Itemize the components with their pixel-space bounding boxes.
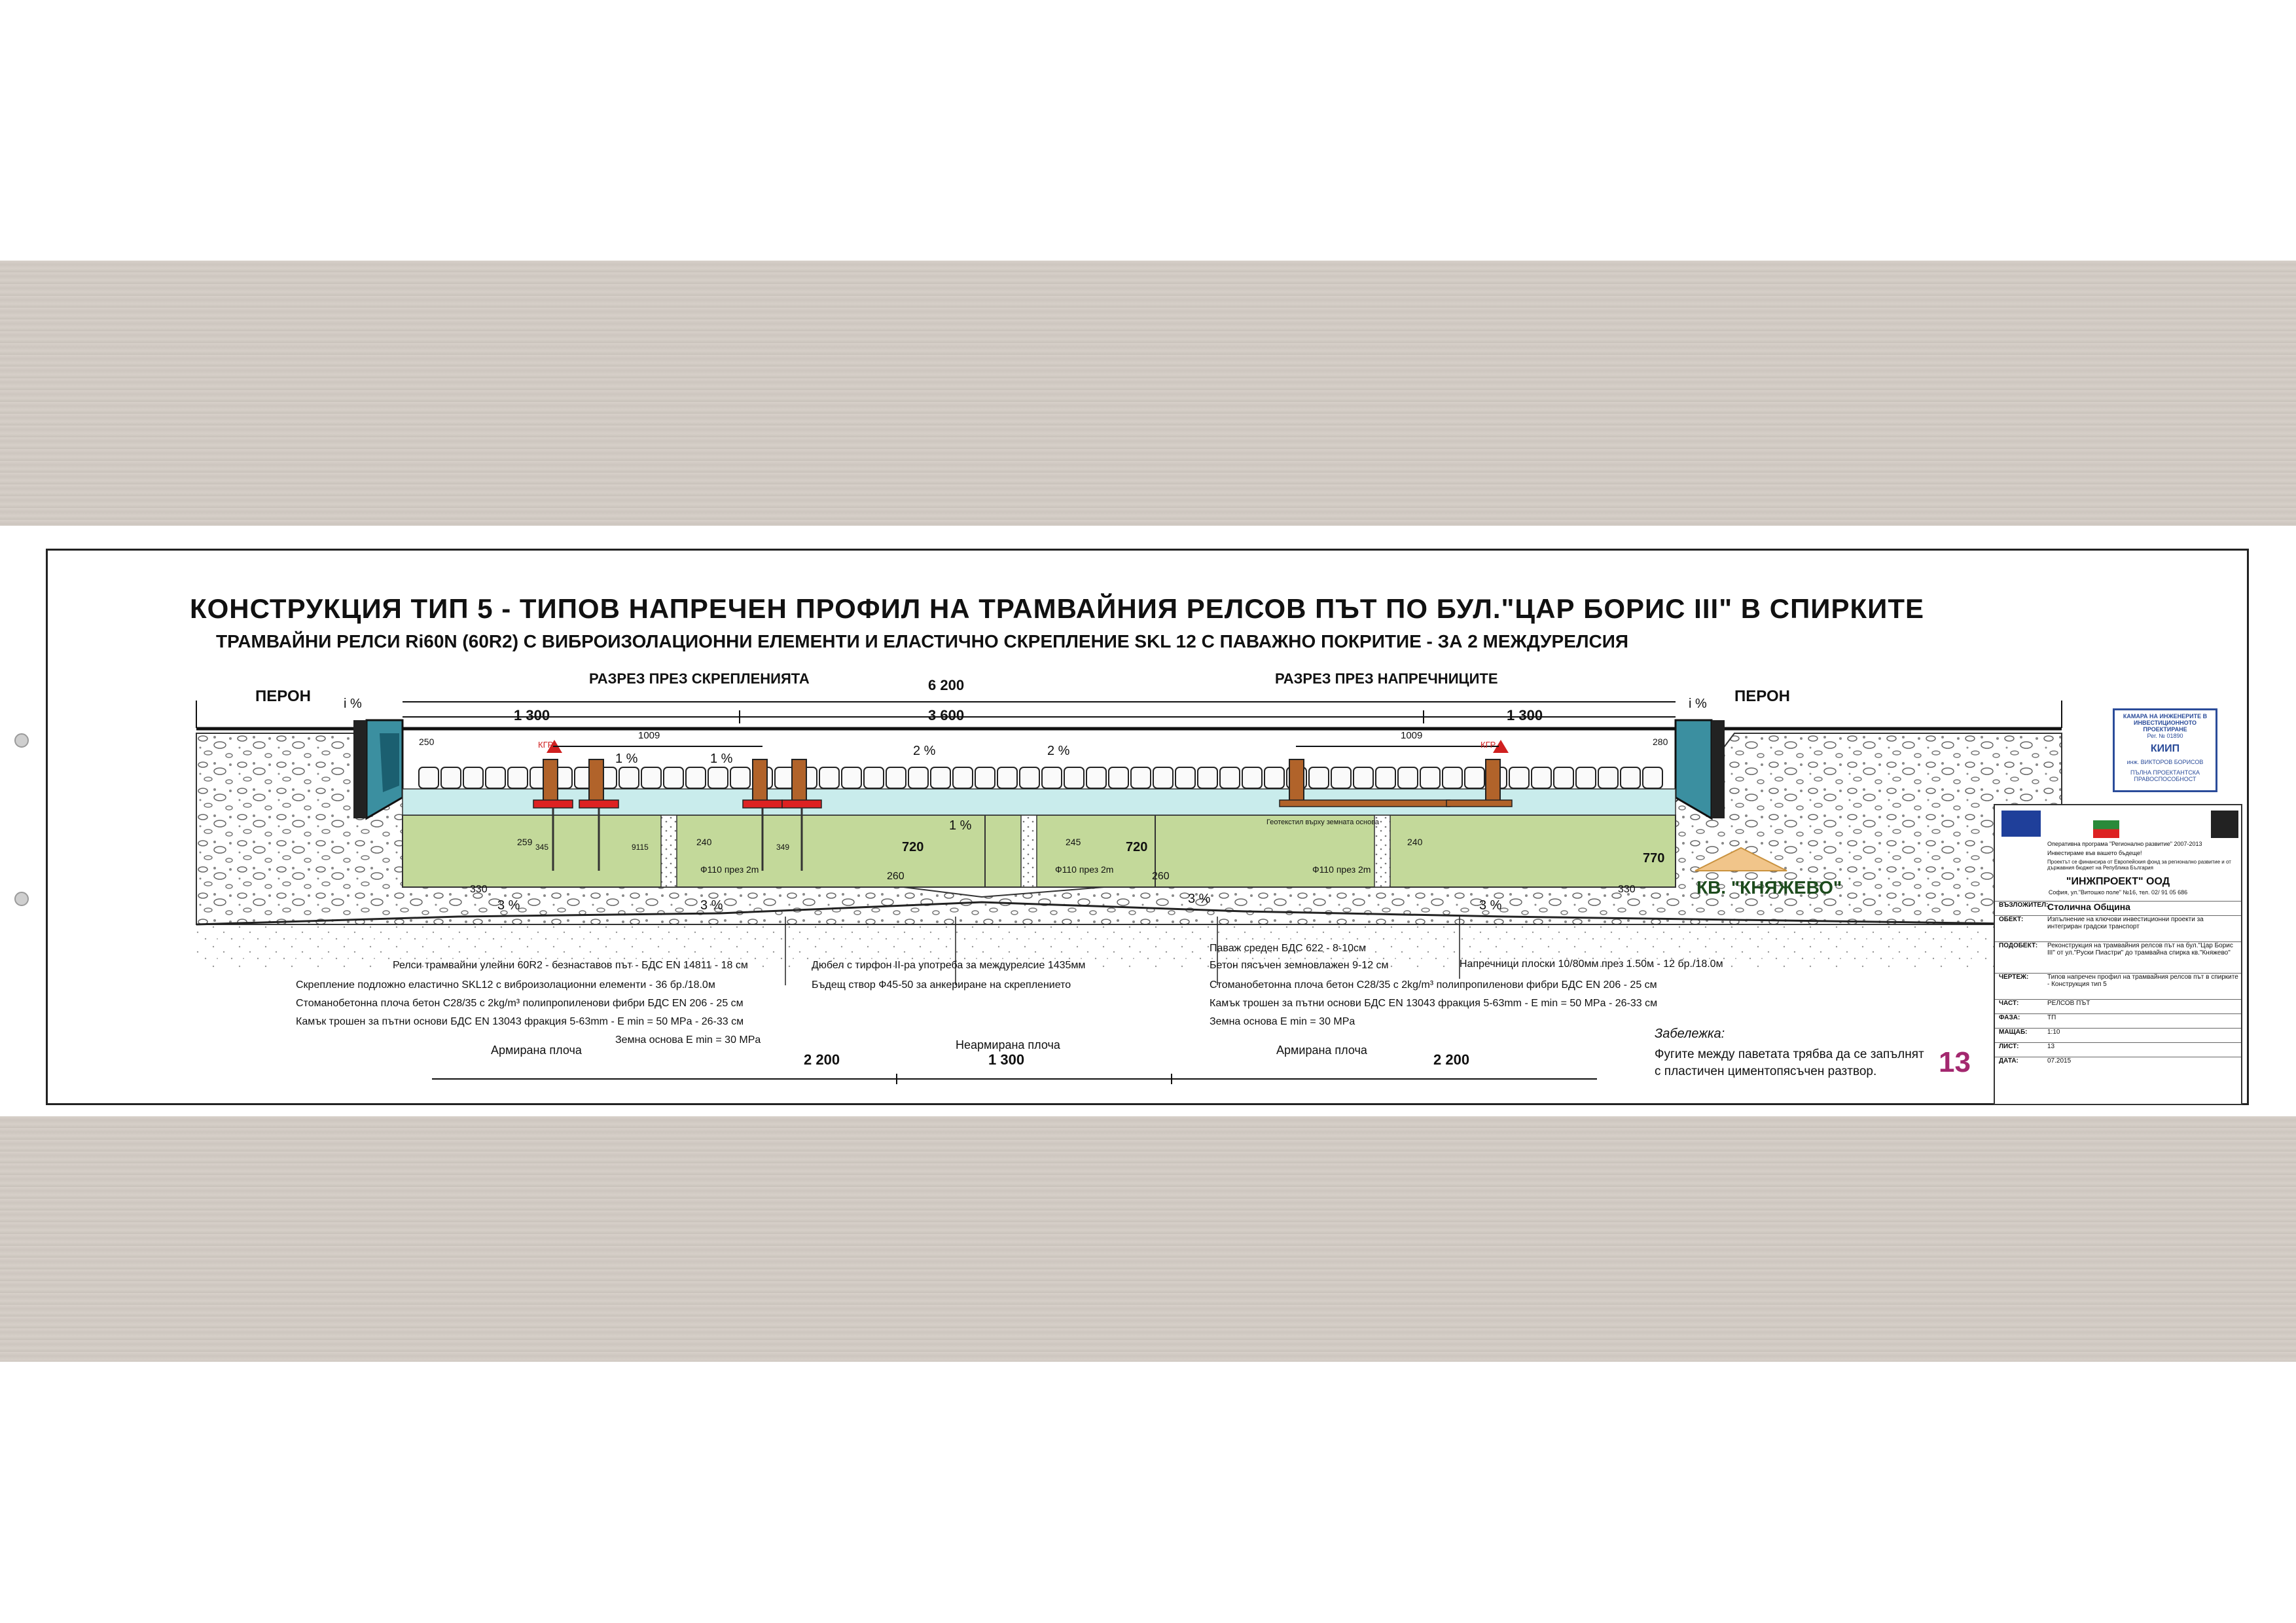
tb-value: РЕЛСОВ ПЪТ [2047, 1000, 2090, 1007]
tb-row [1995, 999, 2241, 1013]
kgr-label-left: КГР [538, 740, 554, 750]
dim-h770: 770 [1643, 851, 1665, 866]
legend-left-item: Скрепление подложно еластично SKL12 с виброизолационни елементи - 36 бр./18.0м [296, 979, 715, 991]
tb-row [1995, 901, 2241, 915]
pipe-label: Ф110 през 2m [1055, 864, 1114, 875]
tb-value: Типов напречен профил на трамвайния релсов път в спирките - Конструкция тип 5 [2047, 974, 2238, 988]
dim-bottom-right: 2 200 [1433, 1051, 1470, 1068]
legend-left-item: Стоманобетонна плоча бетон C28/35 с 2kg/m³ полипропиленови фибри БДС EN 206 - 25 см [296, 998, 744, 1009]
dim-h240: 240 [1407, 837, 1423, 847]
legend-sleepers: Напречници плоски 10/80мм през 1.50м - 12 бр./18.0м [1460, 958, 1723, 970]
slope-label: 3 % [497, 898, 520, 913]
stamp-line: инж. ВИКТОРОВ БОРИСОВ [2126, 759, 2204, 765]
note-heading: Забележка: [1655, 1027, 1725, 1041]
tb-key: ПОДОБЕКТ: [1999, 942, 2038, 949]
platform-slope-left: i % [344, 697, 362, 711]
slab-nearmirana: Неармирана плоча [956, 1038, 1060, 1051]
tb-key: ЧАСТ: [1999, 1000, 2019, 1007]
slope-label: 2 % [1047, 744, 1070, 758]
dim-h259: 259 [517, 837, 533, 847]
dim-gauge-right: 1009 [1401, 730, 1423, 741]
legend-right-item: Бетон пясъчен земновлажен 9-12 см [1210, 960, 1389, 971]
stamp-line: Рег. № 01890 [2147, 733, 2183, 739]
dim-w9115: 9115 [632, 843, 649, 852]
legend-left-item: Релси трамвайни улейни 60R2 - безнаставов път - БДС EN 14811 - 18 см [393, 960, 748, 971]
tb-key: МАЩАБ: [1999, 1029, 2028, 1036]
dim-bottom-center: 1 300 [988, 1051, 1025, 1068]
tb-value: Изпълнение на ключови инвестиционни проекти за интегриран градски транспорт [2047, 916, 2204, 930]
dim-h250-left: 250 [419, 737, 435, 747]
dim-h720: 720 [1126, 840, 1148, 854]
bulgaria-emblem-icon [2093, 812, 2119, 838]
tb-key: ЛИСТ: [1999, 1043, 2019, 1050]
tb-company-address: София, ул."Витошко поле" №16, тел. 02/ 91 05 686 [2048, 889, 2188, 896]
dim-w349: 349 [776, 843, 790, 852]
section-right-title: РАЗРЕЗ ПРЕЗ НАПРЕЧНИЦИТЕ [1275, 670, 1498, 687]
tb-slogan: Инвестираме във вашето бъдеще! [2047, 850, 2142, 856]
tb-company: "ИНЖПРОЕКТ" ООД [2066, 876, 2170, 887]
kgr-label-right: КГР [1480, 740, 1496, 750]
tb-program: Оперативна програма "Регионално развитие" 2007-2013 [2047, 841, 2202, 847]
concrete-slab-right [1155, 815, 1676, 887]
eu-flag-icon [2001, 811, 2041, 837]
slope-label: 3 % [1479, 898, 1502, 913]
slab-joint [1021, 815, 1037, 887]
tb-row [1995, 915, 2241, 941]
note-text: Фугите между паветата трябва да се запълнят с пластичен циментопясъчен разтвор. [1655, 1048, 1924, 1078]
dim-gauge-left: 1009 [638, 730, 660, 741]
tb-key: ФАЗА: [1999, 1014, 2020, 1021]
sheet-number: 13 [1939, 1046, 1971, 1078]
dim-center-width: 3 600 [928, 707, 965, 723]
dim-total: 6 200 [928, 677, 965, 693]
legend-center-item: Бъдещ створ Ф45-50 за анкериране на скреплението [812, 979, 1071, 991]
platform-slope-right: i % [1689, 697, 1707, 711]
platform-right: ПЕРОН [1734, 687, 1790, 705]
tb-value: ТП [2047, 1014, 2056, 1021]
legend-right-item: Камък трошен за пътни основи БДС EN 13043 фракция 5-63mm - E min = 50 MPa - 26-33 см [1210, 998, 1658, 1009]
tb-row [1995, 1028, 2241, 1042]
stamp-line: КИИП [2150, 743, 2180, 754]
dim-h720: 720 [902, 840, 924, 854]
drawing-title: КОНСТРУКЦИЯ ТИП 5 - ТИПОВ НАПРЕЧЕН ПРОФИЛ НА ТРАМВАЙНИЯ РЕЛСОВ ПЪТ ПО БУЛ."ЦАР БОРИС III" В СПИРКИТЕ [190, 593, 1924, 624]
drawing-subtitle: ТРАМВАЙНИ РЕЛСИ Ri60N (60R2) С ВИБРОИЗОЛАЦИОННИ ЕЛЕМЕНТИ И ЕЛАСТИЧНО СКРЕПЛЕНИЕ SKL 12 С ПАВАЖНО ПОКРИТИЕ - ЗА 2 МЕЖДУРЕЛСИЯ [216, 631, 1629, 651]
tb-value: 1:10 [2047, 1029, 2060, 1036]
tb-value: Реконструкция на трамвайния релсов път на бул."Цар Борис III" от ул."Руски Пиастри" до трамвайна спирка кв."Княжево" [2047, 942, 2233, 957]
slope-label: 1 % [615, 752, 638, 766]
legend-right-item: Паваж среден БДС 622 - 8-10см [1210, 943, 1366, 954]
slope-label: 1 % [710, 752, 733, 766]
tb-key: ДАТА: [1999, 1057, 2018, 1065]
dim-right-width: 1 300 [1507, 707, 1543, 723]
tb-row [1995, 973, 2241, 999]
dim-h260: 260 [1152, 871, 1170, 882]
dim-w345: 345 [535, 843, 549, 852]
tb-value: 13 [2047, 1043, 2055, 1050]
dim-h245: 245 [1066, 837, 1081, 847]
dim-h260: 260 [887, 871, 905, 882]
legend-right-item: Земна основа E min = 30 MPa [1210, 1016, 1355, 1027]
tb-value: 07.2015 [2047, 1057, 2072, 1065]
engineer-stamp [2113, 708, 2217, 792]
pipe-label: Ф110 през 2m [700, 864, 759, 875]
dim-h330: 330 [1618, 884, 1636, 895]
dim-bottom-left: 2 200 [804, 1051, 840, 1068]
tb-funding: Проектът се финансира от Европейския фонд за регионално развитие и от държавния бюджет на Република България [2047, 859, 2231, 871]
geotextile-label: Геотекстил върху земната основа [1266, 818, 1380, 826]
section-left-title: РАЗРЕЗ ПРЕЗ СКРЕПЛЕНИЯТА [589, 670, 810, 687]
slab-joint [661, 815, 677, 887]
location-label: КВ. "КНЯЖЕВО" [1696, 877, 1842, 898]
legend-left-item: Камък трошен за пътни основи БДС EN 13043 фракция 5-63mm - E min = 50 MPa - 26-33 см [296, 1016, 744, 1027]
slab-armirana-left: Армирана плоча [491, 1044, 582, 1057]
legend-right-item: Стоманобетонна плоча бетон C28/35 с 2kg/m³ полипропиленови фибри БДС EN 206 - 25 см [1210, 979, 1657, 991]
legend-left-item: Земна основа E min = 30 MPa [615, 1034, 761, 1046]
project-logo-icon [2211, 811, 2238, 838]
legend-center-item: Дюбел с тирфон II-ра употреба за междурелсие 1435мм [812, 960, 1086, 971]
tb-key: ВЪЗЛОЖИТЕЛ: [1999, 902, 2049, 909]
tb-row [1995, 1057, 2241, 1071]
dim-h330: 330 [470, 884, 488, 895]
stamp-line: ПЪЛНА ПРОЕКТАНТСКА ПРАВОСПОСОБНОСТ [2130, 769, 2200, 782]
tb-key: ЧЕРТЕЖ: [1999, 974, 2029, 981]
tb-key: ОБЕКТ: [1999, 916, 2024, 923]
tb-row [1995, 941, 2241, 973]
tb-row [1995, 1042, 2241, 1057]
slope-label: 3 % [1188, 892, 1211, 906]
dim-h240: 240 [696, 837, 712, 847]
tb-row [1995, 1013, 2241, 1028]
dim-h280-right: 280 [1653, 737, 1668, 747]
paving-stones [419, 767, 1662, 788]
slope-label: 3 % [700, 898, 723, 913]
slope-label: 2 % [913, 744, 936, 758]
pipe-label: Ф110 през 2m [1312, 864, 1371, 875]
dim-left-width: 1 300 [514, 707, 550, 723]
platform-left: ПЕРОН [255, 687, 311, 705]
title-block [1994, 804, 2242, 1105]
slab-armirana-right: Армирана плоча [1276, 1044, 1367, 1057]
tb-value: Столична Община [2047, 902, 2130, 912]
stamp-line: КАМАРА НА ИНЖЕНЕРИТЕ В ИНВЕСТИЦИОННОТО ПРОЕКТИРАНЕ [2123, 713, 2208, 733]
slope-label: 1 % [949, 818, 972, 833]
